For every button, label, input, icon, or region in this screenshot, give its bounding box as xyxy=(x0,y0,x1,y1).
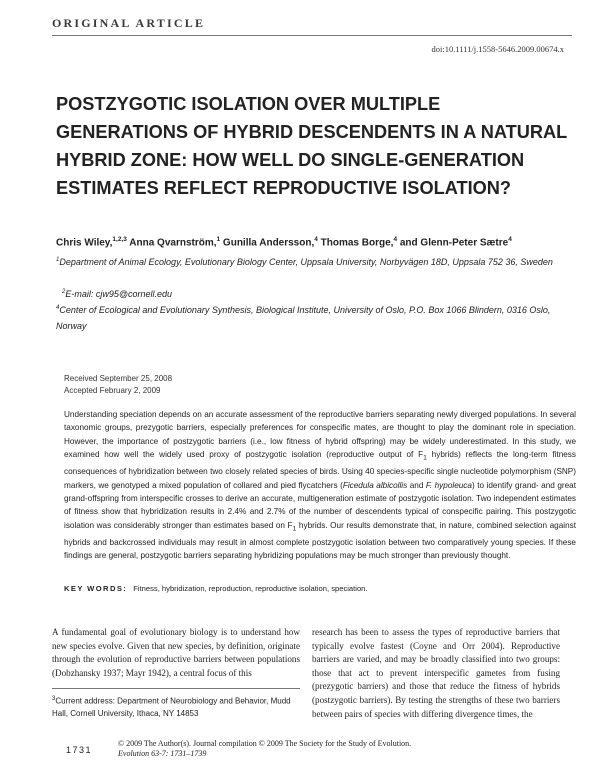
abstract-text: hybrids) reflects the long-term fitness consequences of hybridization between two closely related species of birds. Using 40 species-specific single nucleotide polymorphism (SNP) markers, we genotyped a mixed population of collared and pied flycatchers ( xyxy=(64,450,576,490)
author-name[interactable]: Chris Wiley, xyxy=(56,237,113,249)
affiliation-4 xyxy=(56,300,566,334)
body-column-right: research has been to assess the types of reproductive barriers that typically evolve fastest (Coyne and Orr 2004). Reproductive barriers are varied, and may be broadly classified into two groups: those that act to prevent interspecific gametes from fusing (prezygotic barriers) and those that reduce the fitness of hybrids (postzygotic barriers). By testing the strengths of these two barriers between pairs of species with differing divergence times, the xyxy=(312,627,560,719)
author-affiliation-marker: 1,2,3 xyxy=(112,236,127,243)
author-list xyxy=(56,236,512,248)
subscript: 1 xyxy=(423,454,427,462)
abstract xyxy=(64,408,576,563)
subscript: 1 xyxy=(292,525,297,533)
footnote-text: Current address: Department of Neurobiology and Behavior, Mudd Hall, Cornell University, Ithaca, NY 14853 xyxy=(52,696,291,719)
page-number: 1731 xyxy=(66,745,93,755)
author-name[interactable]: and Glenn-Peter Sætre xyxy=(397,237,509,249)
species-name: F. hypoleuca xyxy=(425,480,472,490)
doi-link[interactable]: doi:10.1111/j.1558-5646.2009.00674.x xyxy=(431,44,564,54)
affiliation-text: Department of Animal Ecology, Evolutionary Biology Center, Uppsala University, Norbyvägen 18D, Uppsala 752 36, Sweden xyxy=(59,257,553,267)
author-name[interactable]: Anna Qvarnström, xyxy=(126,237,217,249)
author-affiliation-marker: 4 xyxy=(393,236,398,243)
species-name: Ficedula albicollis xyxy=(342,480,408,490)
affiliation-marker: 4 xyxy=(56,305,60,311)
copyright-notice: © 2009 The Author(s). Journal compilation © 2009 The Society for the Study of Evolution. xyxy=(118,739,412,748)
affiliation-1 xyxy=(56,252,566,270)
email-link[interactable]: E-mail: cjw95@cornell.edu xyxy=(65,289,173,299)
affiliation-marker: 2 xyxy=(62,289,66,295)
body-column-left: A fundamental goal of evolutionary biology is to understand how new species evolve. Given that new species, by definition, originate through the evolution of reproductive barriers between populations (Dobzhansky 1937; Mayr 1942), a central focus of this xyxy=(52,627,300,678)
accepted-date: Accepted February 2, 2009 xyxy=(64,386,161,395)
header-divider xyxy=(52,35,572,36)
article-type-label: ORIGINAL ARTICLE xyxy=(52,16,206,30)
keywords-label: KEY WORDS: xyxy=(64,584,128,593)
abstract-text: ) to identify grand- and great grand-offspring from interspecific crosses to derive an accurate, multigeneration estimate of postzygotic isolation. Two independent estimates of fitness show that hybridization results in 2.4% and 2.7% of the number of descendents typical of conspecific pairing. This postzygotic isolation was considerably stronger than estimates based on F xyxy=(64,480,576,530)
abstract-text: hybrids. Our results demonstrate that, in nature, combined selection against hybrids and backcrossed individuals may result in almost complete postzygotic isolation between two comparatively young species. If these findings are general, postzygotic barriers separating hybridizing populations may be much stronger than previously thought. xyxy=(64,520,576,561)
article-title: POSTZYGOTIC ISOLATION OVER MULTIPLE GENERATIONS OF HYBRID DESCENDENTS IN A NATURAL HYBRID ZONE: HOW WELL DO SINGLE-GENERATION ESTIMATES REFLECT REPRODUCTIVE ISOLATION? xyxy=(56,94,567,198)
affiliation-marker: 1 xyxy=(56,257,60,263)
keywords xyxy=(64,584,368,593)
abstract-text: Understanding speciation depends on an accurate assessment of the reproductive barriers separating newly diverged populations. In several taxonomic groups, prezygotic barriers, especially preferences for conspecific mates, are thought to play the dominant role in speciation. However, the importance of postzygotic barriers (i.e., low fitness of hybrid offspring) may be widely underestimated. In this study, we examined how well the widely used proxy of postzygotic isolation (reproductive output of F xyxy=(64,410,576,460)
author-affiliation-marker: 1 xyxy=(216,236,221,243)
author-affiliation-marker: 4 xyxy=(314,236,318,243)
abstract-text: and xyxy=(407,480,426,490)
journal-citation: Evolution 63-7: 1731–1739 xyxy=(118,749,207,758)
author-affiliation-marker: 4 xyxy=(508,236,512,243)
author-name[interactable]: Thomas Borge, xyxy=(317,237,394,249)
footnote xyxy=(52,693,300,721)
affiliation-text: Center of Ecological and Evolutionary Synthesis, Biological Institute, University of Oslo, P.O. Box 1066 Blindern, 0316 Oslo, Norway xyxy=(56,305,551,331)
keywords-text: Fitness, hybridization, reproduction, reproductive isolation, speciation. xyxy=(133,584,368,593)
footnote-marker: 3 xyxy=(52,696,56,702)
author-name[interactable]: Gunilla Andersson, xyxy=(220,237,315,249)
received-date: Received September 25, 2008 xyxy=(64,374,173,383)
footnote-divider xyxy=(52,688,300,689)
